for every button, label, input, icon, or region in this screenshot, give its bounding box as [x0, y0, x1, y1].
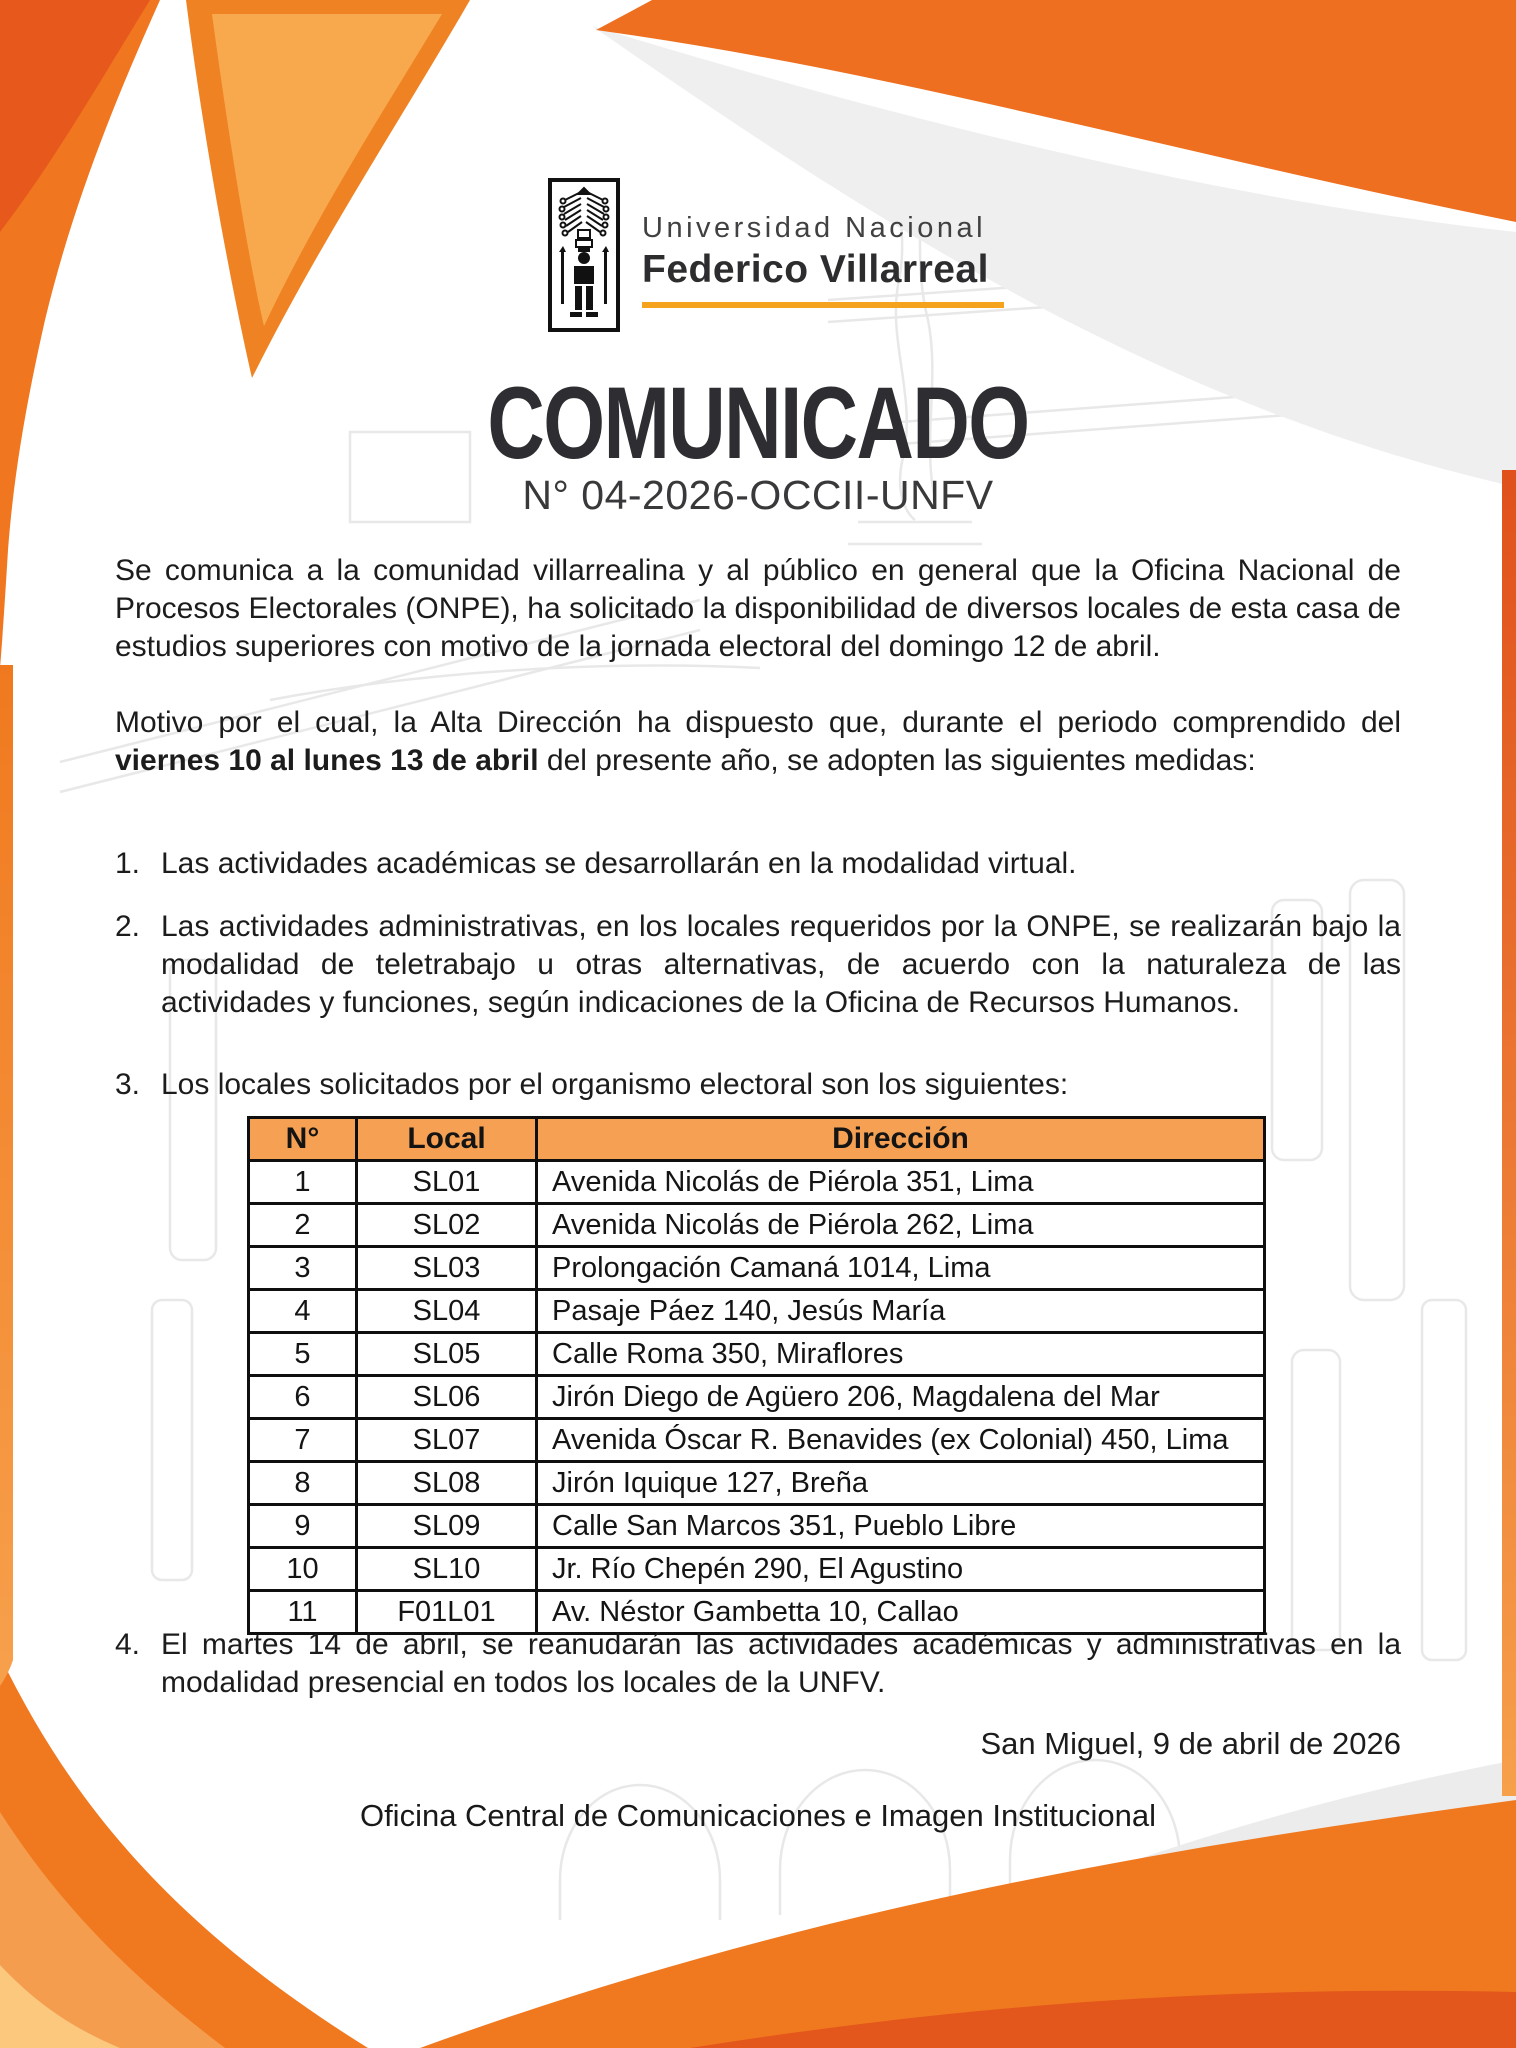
table-row: [249, 1505, 1265, 1548]
cell-local-code: SL05: [357, 1333, 537, 1376]
measure-3-number: 3.: [115, 1068, 141, 1101]
cell-number: 2: [249, 1204, 357, 1247]
measure-item-4: [115, 1626, 1401, 1702]
table-row: [249, 1462, 1265, 1505]
measure-4-text: El martes 14 de abril, se reanudarán las actividades académicas y administrativas en la modalidad presencial en todos los locales de la UNFV.: [161, 1628, 1401, 1699]
right-edge-strip: [1502, 470, 1516, 1796]
cell-number: 9: [249, 1505, 357, 1548]
cell-address: Jr. Río Chepén 290, El Agustino: [537, 1548, 1265, 1591]
table-row: [249, 1548, 1265, 1591]
cell-address: Avenida Nicolás de Piérola 262, Lima: [537, 1204, 1265, 1247]
cell-local-code: SL04: [357, 1290, 537, 1333]
cell-address: Pasaje Páez 140, Jesús María: [537, 1290, 1265, 1333]
measure-3-text: Los locales solicitados por el organismo electoral son los siguientes:: [161, 1068, 1069, 1101]
cell-address: Prolongación Camaná 1014, Lima: [537, 1247, 1265, 1290]
cell-local-code: SL01: [357, 1161, 537, 1204]
measure-item-2: [115, 908, 1401, 1022]
cell-address: Calle San Marcos 351, Pueblo Libre: [537, 1505, 1265, 1548]
cell-local-code: SL08: [357, 1462, 537, 1505]
table-header-cell: Local: [357, 1118, 537, 1161]
cell-local-code: SL07: [357, 1419, 537, 1462]
intro-paragraph: Se comunica a la comunidad villarrealina y al público en general que la Oficina Nacional de Procesos Electorales (ONPE), ha solicitado la disponibilidad de diversos locales de esta casa de estudios superiores con motivo de la jornada electoral del domingo 12 de abril.: [115, 554, 1401, 663]
date-line: San Miguel, 9 de abril de 2026: [980, 1726, 1401, 1761]
para2-bold-dates: viernes 10 al lunes 13 de abril: [115, 744, 539, 777]
cell-local-code: SL06: [357, 1376, 537, 1419]
cell-number: 7: [249, 1419, 357, 1462]
cell-number: 4: [249, 1290, 357, 1333]
cell-local-code: SL02: [357, 1204, 537, 1247]
table-row: [249, 1247, 1265, 1290]
cell-address: Jirón Diego de Agüero 206, Magdalena del Mar: [537, 1376, 1265, 1419]
cell-number: 8: [249, 1462, 357, 1505]
measure-2-text: Las actividades administrativas, en los locales requeridos por la ONPE, se realizarán bajo la modalidad de teletrabajo u otras alternativas, de acuerdo con la naturaleza de las actividades y funciones, según indicaciones de la Oficina de Recursos Humanos.: [161, 910, 1401, 1019]
measures-paragraph: [115, 704, 1401, 780]
unfv-emblem-logo: [548, 178, 620, 332]
cell-address: Av. Néstor Gambetta 10, Callao: [537, 1591, 1265, 1634]
cell-number: 3: [249, 1247, 357, 1290]
university-name-block: [642, 212, 1062, 308]
issuing-office-footer: Oficina Central de Comunicaciones e Imagen Institucional: [359, 1798, 1157, 1833]
inca-emblem-icon: [548, 178, 620, 332]
table-row: [249, 1376, 1265, 1419]
cell-number: 1: [249, 1161, 357, 1204]
cell-address: Avenida Nicolás de Piérola 351, Lima: [537, 1161, 1265, 1204]
table-row: [249, 1290, 1265, 1333]
cell-number: 5: [249, 1333, 357, 1376]
cell-address: Jirón Iquique 127, Breña: [537, 1462, 1265, 1505]
cell-address: Avenida Óscar R. Benavides (ex Colonial) 450, Lima: [537, 1419, 1265, 1462]
table-row: [249, 1419, 1265, 1462]
table-header-cell: N°: [249, 1118, 357, 1161]
cell-local-code: SL03: [357, 1247, 537, 1290]
table-header-row: [249, 1118, 1265, 1161]
cell-address: Calle Roma 350, Miraflores: [537, 1333, 1265, 1376]
university-name-line1: Universidad Nacional: [642, 212, 987, 244]
university-name-line2: Federico Villarreal: [642, 248, 989, 291]
table-row: [249, 1333, 1265, 1376]
left-edge-strip: [0, 665, 13, 1686]
table-row: [249, 1161, 1265, 1204]
measure-4-number: 4.: [115, 1628, 141, 1661]
cell-number: 6: [249, 1376, 357, 1419]
table-header-cell: Dirección: [537, 1118, 1265, 1161]
polling-locations-table: [247, 1116, 1263, 1635]
para2-text-after: del presente año, se adopten las siguientes medidas:: [538, 744, 1256, 777]
cell-local-code: F01L01: [357, 1591, 537, 1634]
measure-item-1: [115, 845, 1401, 883]
para2-text-before: Motivo por el cual, la Alta Dirección ha dispuesto que, durante el periodo comprendido del: [115, 706, 1401, 739]
cell-number: 10: [249, 1548, 357, 1591]
table-row: [249, 1204, 1265, 1247]
measure-2-number: 2.: [115, 910, 141, 943]
cell-number: 11: [249, 1591, 357, 1634]
logo-underline: [642, 302, 1004, 308]
document-number: N° 04-2026-OCCII-UNFV: [522, 472, 994, 518]
measure-item-3: [115, 1066, 1401, 1104]
page-title: COMUNICADO: [487, 366, 1029, 480]
measure-1-number: 1.: [115, 847, 141, 880]
measure-1-text: Las actividades académicas se desarrollarán en la modalidad virtual.: [161, 847, 1077, 880]
cell-local-code: SL10: [357, 1548, 537, 1591]
cell-local-code: SL09: [357, 1505, 537, 1548]
